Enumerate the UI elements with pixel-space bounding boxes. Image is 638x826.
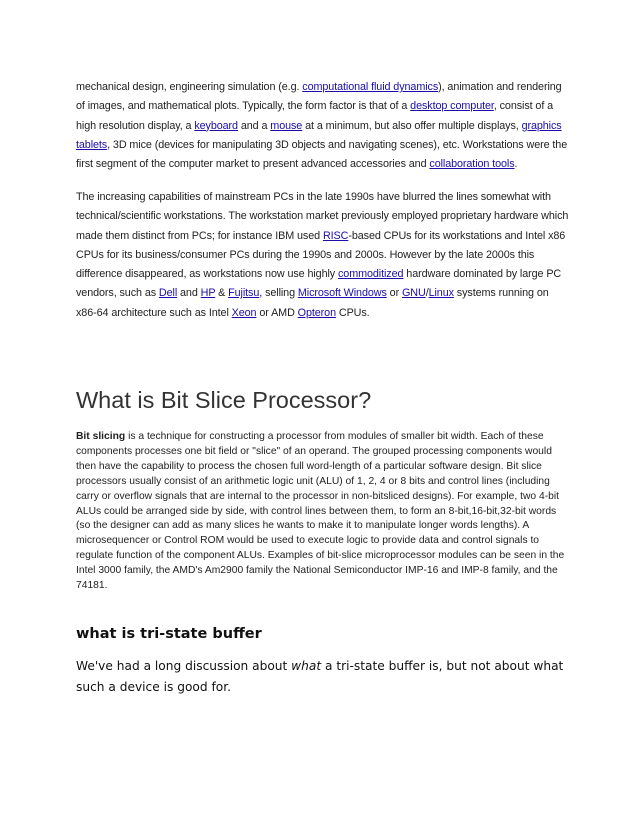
text-run: systems running on x86-64 architecture such as Intel [76, 287, 549, 319]
link-gnu[interactable]: GNU [401, 287, 426, 300]
text-run: or AMD [256, 306, 298, 319]
text-run: . [514, 158, 518, 171]
link-computational-fluid-dynamics[interactable]: computational fluid dynamics [302, 81, 439, 93]
section-heading-bit-slice: What is Bit Slice Processor? [76, 387, 372, 413]
emphasis-what: what [291, 659, 322, 673]
text-run: , selling [259, 287, 298, 300]
link-risc[interactable]: RISC [322, 229, 349, 242]
text-run: and a [237, 119, 271, 132]
text-run: -based CPUs for its workstations and Intel x86 CPUs for its business/consumer PCs during the 1990s and 2000s. However by the late 2000s this difference disappeared, as workstations now use highly [76, 229, 566, 281]
link-dell[interactable]: Dell [158, 287, 178, 300]
section-heading-tri-state-buffer: what is tri-state buffer [76, 626, 262, 642]
text-run: / [425, 287, 429, 300]
text-run: We've had a long discussion about [76, 659, 292, 673]
text-run: or [386, 287, 402, 300]
text-run: The increasing capabilities of mainstream PCs in the late 1990s have blurred the lines somewhat with technical/scientific workstations. The workstation market previously employed proprietary hardware which made them distinct from PCs; for instance IBM used [76, 191, 569, 242]
link-keyboard[interactable]: keyboard [194, 119, 238, 132]
bold-term-bit-slicing: Bit slicing [76, 431, 126, 442]
text-run: ), animation and rendering of images, and mathematical plots. Typically, the form factor is that of a [76, 81, 562, 113]
text-run: hardware dominated by large PC vendors, such as [76, 268, 562, 300]
link-xeon[interactable]: Xeon [231, 306, 257, 319]
link-mouse[interactable]: mouse [270, 119, 303, 132]
text-run: is a technique for constructing a processor from modules of smaller bit width. Each of these components processes one bit field or "slice" of an operand. The grouped processing components would then have the capability to process the chosen full word-length of a particular software design. Bit slice processors usually consist of an arithmetic logic unit (ALU) of 1, 2, 4 or 8 bits and control lines (including carry or overflow signals that are internal to the processor in non-bitsliced designs). For example, two 4-bit ALUs could be arranged side by side, with control lines between them, to form an 8-bit,16-bit,32-bit words (so the designer can add as many slices he wants to make it to manipulate longer words lengths). A microsequencer or Control ROM would be used to execute logic to provide data and control signals to regulate function of the component ALUs. Examples of bit-slice microprocessor modules can be seen in the Intel 3000 family, the AMD's Am2900 family the National Semiconductor IMP-16 and IMP-8 family, and the 74181. [76, 431, 565, 592]
link-opteron[interactable]: Opteron [297, 306, 336, 319]
link-desktop-computer[interactable]: desktop computer [410, 100, 494, 113]
link-fujitsu[interactable]: Fujitsu [228, 287, 260, 300]
text-run: CPUs. [335, 306, 370, 319]
link-graphics-tablets[interactable]: graphics tablets [76, 119, 562, 151]
text-run: , consist of a high resolution display, a [76, 100, 554, 132]
paragraph-tri-state-buffer [76, 656, 571, 697]
link-collaboration-tools[interactable]: collaboration tools [429, 158, 515, 171]
text-run: a tri-state buffer is, but not about what such a device is good for. [76, 659, 564, 694]
link-hp[interactable]: HP [200, 287, 216, 300]
paragraph-bit-slicing [76, 430, 571, 594]
text-run: , 3D mice (devices for manipulating 3D objects and navigating scenes), etc. Workstations were the first segment of the computer market to present advanced accessories and [76, 138, 568, 171]
text-run: at a minimum, but also offer multiple displays, [302, 119, 522, 132]
text-run: & [215, 287, 229, 300]
link-commoditized[interactable]: commoditized [337, 268, 404, 281]
text-run: and [177, 287, 201, 300]
paragraph-workstation-market [76, 188, 571, 323]
link-linux[interactable]: Linux [428, 287, 454, 300]
paragraph-workstation-features [76, 78, 571, 174]
text-run: mechanical design, engineering simulation (e.g. [76, 81, 303, 93]
link-microsoft-windows[interactable]: Microsoft Windows [297, 287, 387, 300]
